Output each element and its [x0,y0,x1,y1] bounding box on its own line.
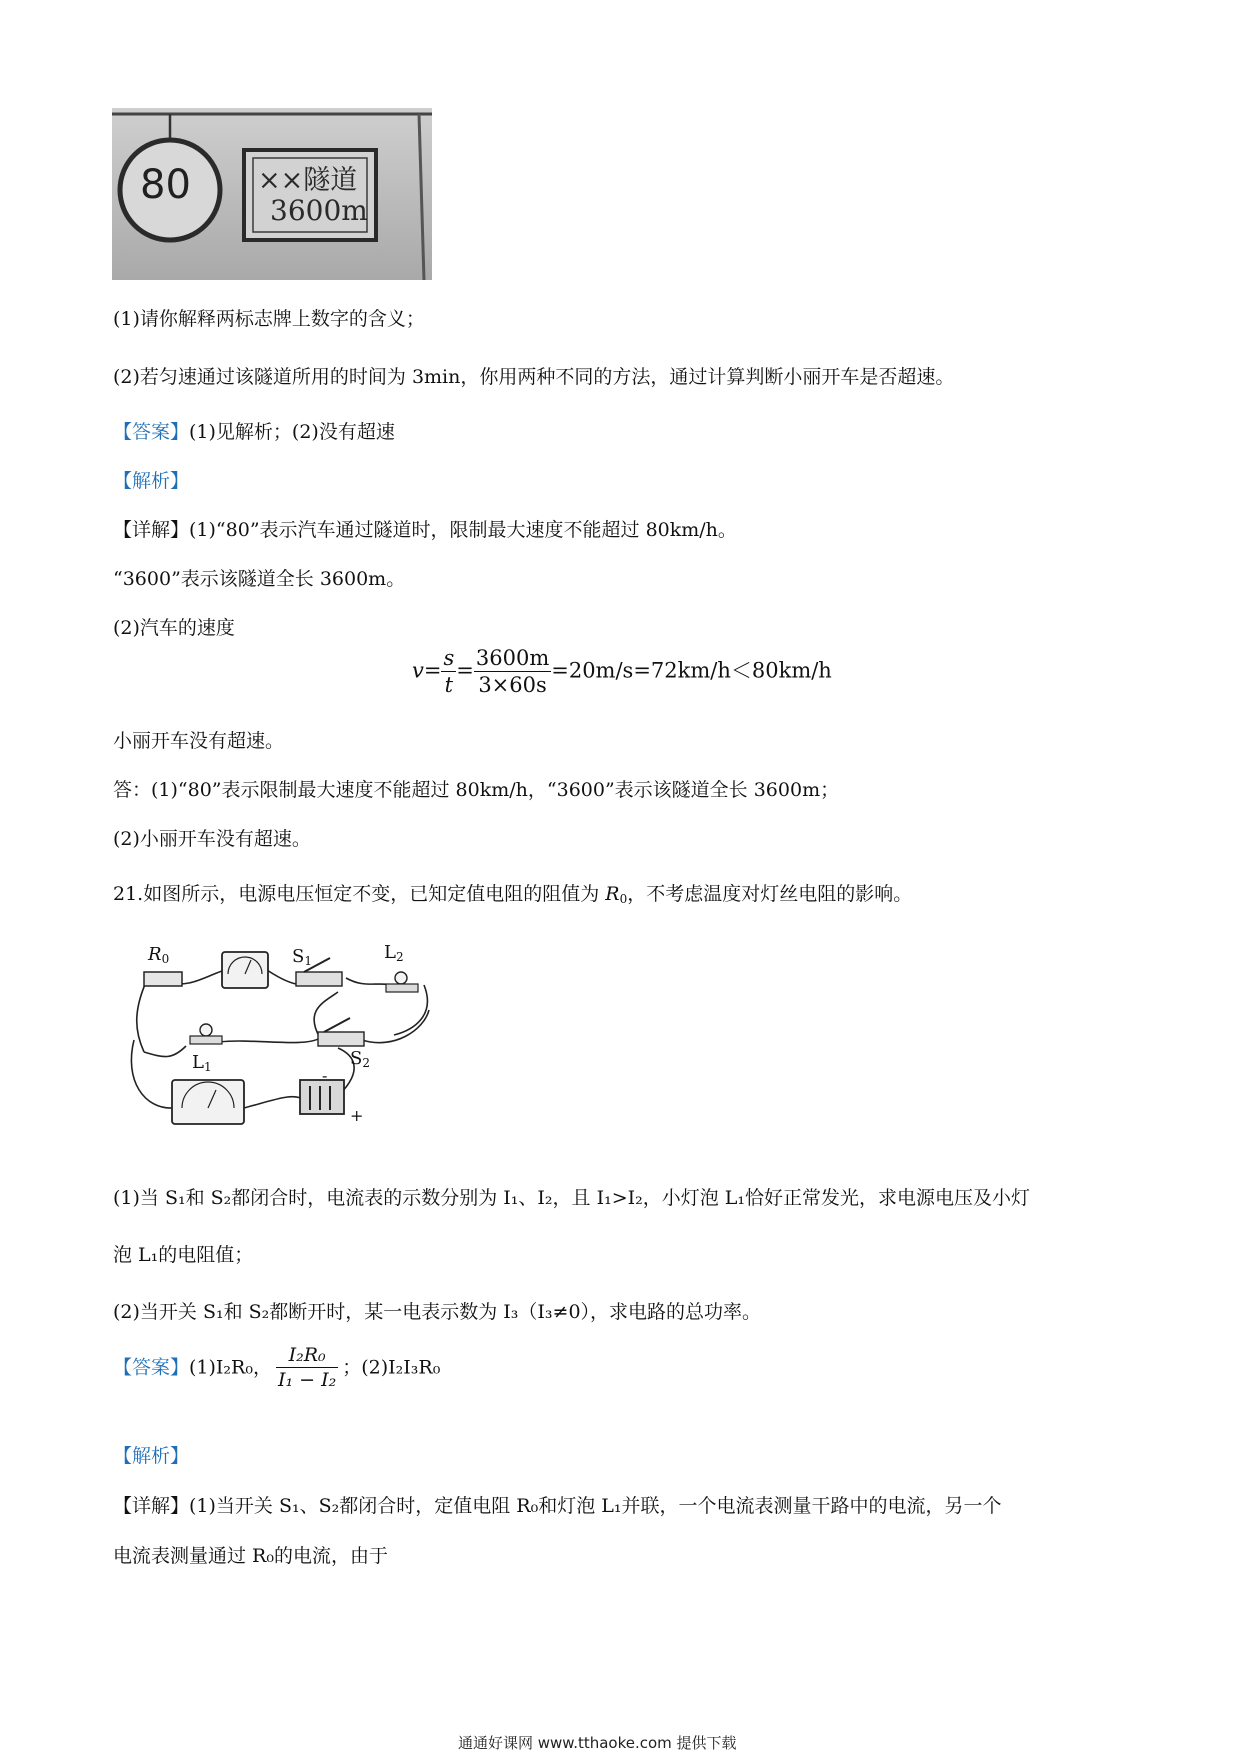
q20-detail-1 [113,515,737,542]
answer-part1: (1)I₂R₀， [189,1356,272,1379]
label-l2-sub: 2 [395,950,404,964]
label-l1-sub: 1 [203,1060,212,1074]
speed-formula [412,648,832,696]
answer-tag: 【答案】 [113,421,190,443]
formula-result: =20m/s=72km/h＜80km/h [551,658,832,683]
label-r0-letter: R [148,944,162,965]
label-s1-sub: 1 [304,954,312,968]
detail-tag: 【详解】 [113,1495,190,1517]
q20-part1: (1)请你解释两标志牌上数字的含义； [113,308,425,330]
answer-tag: 【答案】 [113,1356,190,1379]
answer-part2: ；(2)I₂I₃R₀ [342,1356,441,1379]
q21-part2: (2)当开关 S₁和 S₂都断开时，某一电表示数为 I₃（I₃≠0），求电路的总功率。 [113,1301,762,1323]
label-l2-letter: L [384,942,396,963]
q21-part1-line1: (1)当 S₁和 S₂都闭合时，电流表的示数分别为 I₁、I₂，且 I₁>I₂，小灯泡 L₁恰好正常发光，求电源电压及小灯 [113,1187,1031,1209]
tunnel-length-text: 3600m [270,194,368,227]
circuit-diagram [124,930,444,1130]
q21-stem [113,879,912,906]
formula-t: t [444,673,454,697]
label-s1-letter: S [292,946,305,967]
label-l1-letter: L [192,1052,204,1073]
tunnel-name-text: ××隧道 [258,165,358,196]
q21-analysis-tag: 【解析】 [113,1445,190,1467]
label-s1 [292,946,312,968]
q21-detail-line1 [113,1491,1001,1518]
label-r0-sub: 0 [161,952,170,966]
formula-v: v [412,658,424,683]
detail-tag: 【详解】 [113,519,190,541]
q20-conclusion: 小丽开车没有超速。 [113,730,285,752]
q20-detail-3: (2)汽车的速度 [113,617,235,639]
formula-eq1: = [423,658,442,683]
label-minus: - [322,1066,328,1085]
detail-text: (1)当开关 S₁、S₂都闭合时，定值电阻 R₀和灯泡 L₁并联，一个电流表测量干路中的电流，另一个 [189,1495,1002,1517]
label-r0 [148,944,169,966]
road-sign-photo [112,108,432,280]
formula-num: 3600m [475,646,550,670]
q20-final-2: (2)小丽开车没有超速。 [113,828,311,850]
label-s2 [350,1048,370,1070]
label-s2-sub: 2 [362,1056,370,1070]
q20-part2: (2)若匀速通过该隧道所用的时间为 3min，你用两种不同的方法，通过计算判断小丽开车是否超速。 [113,366,955,388]
label-plus: + [350,1106,364,1125]
page-footer: 通通好课网 www.tthaoke.com 提供下载 [458,1734,737,1752]
formula-den: 3×60s [478,673,547,697]
q21-stem-text: 21.如图所示，电源电压恒定不变，已知定值电阻的阻值为 [113,883,606,905]
q21-answer [113,1346,440,1390]
q20-detail-2: “3600”表示该隧道全长 3600m。 [113,568,406,590]
formula-eq2: = [456,658,474,683]
q21-stem-r: R [605,883,620,905]
formula-value-fraction [474,648,551,696]
q21-stem-text-2: ，不考虑温度对灯丝电阻的影响。 [627,883,913,905]
q20-answer [113,417,395,444]
formula-s: s [443,646,455,670]
label-l2 [384,942,404,964]
q20-analysis-tag: 【解析】 [113,470,190,492]
answer-fraction-den: I₁ − I₂ [277,1369,337,1391]
q21-stem-sub: 0 [619,892,628,906]
label-l1 [192,1052,212,1074]
q20-final-1: 答：(1)“80”表示限制最大速度不能超过 80km/h，“3600”表示该隧道全长 3600m； [113,779,840,801]
detail-text: (1)“80”表示汽车通过隧道时，限制最大速度不能超过 80km/h。 [189,519,737,541]
label-s2-letter: S [350,1048,363,1069]
answer-text: (1)见解析；(2)没有超速 [189,421,395,443]
answer-fraction [276,1346,338,1390]
formula-s-over-t [441,648,456,696]
speed-limit-number: 80 [140,162,191,208]
q21-detail-line2: 电流表测量通过 R₀的电流，由于 [113,1545,388,1567]
q21-part1-line2: 泡 L₁的电阻值； [113,1244,254,1266]
answer-fraction-num: I₂R₀ [276,1346,338,1368]
